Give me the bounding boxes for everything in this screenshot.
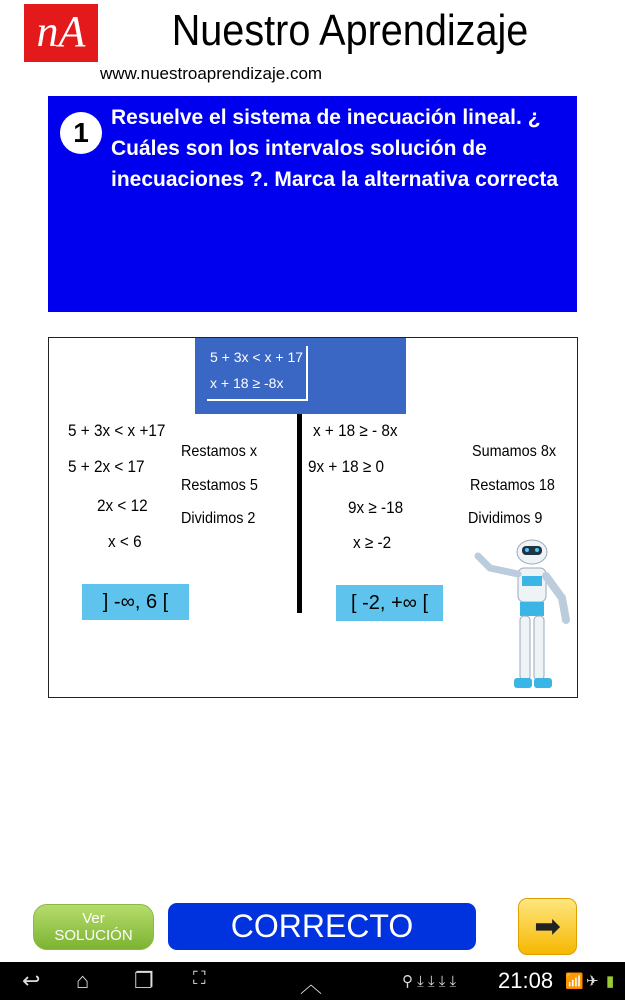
left-note: Dividimos 2 — [181, 510, 256, 527]
right-note: Sumamos 8x — [472, 443, 557, 460]
battery-icon: ▮ — [606, 973, 615, 990]
right-step: x + 18 ≥ - 8x — [313, 421, 398, 440]
clock: 21:08 — [498, 968, 554, 993]
right-step: x ≥ -2 — [353, 533, 392, 552]
left-step: x < 6 — [108, 532, 142, 551]
arrow-right-icon: ➡ — [534, 908, 561, 944]
divider — [297, 414, 302, 613]
home-icon[interactable]: ⌂ — [76, 968, 90, 993]
ver-label: Ver — [82, 910, 105, 927]
ver-solucion-button[interactable] — [33, 904, 154, 950]
left-step: 5 + 2x < 17 — [68, 457, 145, 476]
right-answer: [ -2, +∞ [ — [336, 585, 443, 621]
left-step: 2x < 12 — [97, 496, 148, 515]
site-url: www.nuestroaprendizaje.com — [100, 64, 323, 83]
system-eq-2: x + 18 ≥ -8x — [210, 375, 284, 391]
result-button[interactable]: CORRECTO — [168, 903, 476, 950]
question-number: 1 — [60, 112, 102, 154]
left-answer: ] -∞, 6 [ — [82, 584, 189, 620]
right-note: Restamos 18 — [470, 477, 555, 494]
screenshot-icon[interactable]: ⛶ — [193, 968, 206, 988]
back-icon[interactable]: ↩ — [22, 968, 41, 993]
left-note: Restamos x — [181, 443, 258, 460]
system-box — [195, 338, 406, 414]
left-note: Restamos 5 — [181, 477, 258, 494]
app-title: Nuestro Aprendizaje — [171, 6, 529, 55]
recent-apps-icon[interactable]: ❐ — [134, 968, 154, 993]
notification-icons: ⚲ ⤓ ⤓ ⤓ ⤓ — [402, 973, 457, 990]
airplane-icon: ✈ — [586, 973, 599, 990]
logo: nA — [24, 4, 98, 62]
next-button[interactable] — [518, 898, 577, 955]
question-text: Resuelve el sistema de inecuación lineal. ¿ Cuáles son los intervalos solución de inecuaciones ?. Marca la alternativa correcta — [111, 106, 559, 191]
wifi-icon: 📶 — [565, 973, 584, 990]
system-eq-1: 5 + 3x < x + 17 — [210, 349, 304, 365]
system-nav-bar — [0, 962, 625, 1000]
right-step: 9x ≥ -18 — [348, 498, 404, 517]
right-step: 9x + 18 ≥ 0 — [308, 457, 385, 476]
robot-illustration — [470, 538, 578, 694]
solucion-label: SOLUCIÓN — [54, 927, 133, 944]
right-note: Dividimos 9 — [468, 510, 543, 527]
left-step: 5 + 3x < x +17 — [68, 421, 166, 440]
chevron-up-icon[interactable]: ︿ — [300, 972, 323, 997]
